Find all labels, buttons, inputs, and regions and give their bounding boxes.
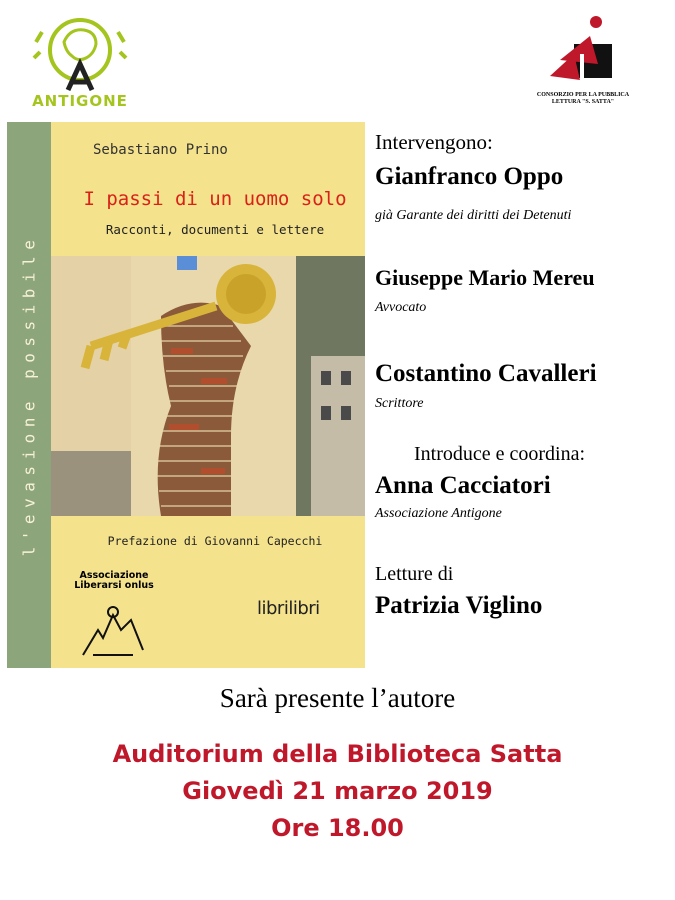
consorzio-logo-text: CONSORZIO PER LA PUBBLICA LETTURA "S. SATTA" [536,92,630,105]
event-venue: Auditorium della Biblioteca Satta [112,740,563,768]
association-drawing [73,600,153,660]
speaker-role: Scrittore [375,396,424,411]
reader-name: Patrizia Viglino [375,592,543,619]
speaker-role: già Garante dei diritti dei Detenuti [375,208,572,223]
speaker-name: Gianfranco Oppo [375,163,564,190]
book-author: Sebastiano Prino [93,142,228,158]
book-association: Associazione Liberarsi onlus [74,570,154,591]
book-title: I passi di un uomo solo [83,188,347,210]
book-spine-text: l'evasione possibile [19,233,39,557]
moderator-name: Anna Cacciatori [375,472,551,499]
book-spine [7,122,51,668]
book-subtitle: Racconti, documenti e lettere [105,222,325,237]
book-cover-artwork [51,256,365,516]
speaker-name: Costantino Cavalleri [375,360,597,387]
event-date: Giovedì 21 marzo 2019 [182,777,493,805]
book-publisher: librilibri [257,598,320,619]
moderator-label: Introduce e coordina: [414,443,586,465]
speaker-name: Giuseppe Mario Mereu [375,265,595,290]
speakers-label: Intervengono: [375,130,493,154]
antigone-logo-text: ANTIGONE [32,92,128,110]
event-time: Ore 18.00 [271,814,404,842]
book-cover [7,122,365,668]
moderator-role: Associazione Antigone [375,506,502,521]
readings-label: Letture di [375,563,454,585]
author-present-note: Sarà presente l’autore [219,683,456,713]
speaker-role: Avvocato [375,300,427,315]
consorzio-logo [540,14,620,94]
book-preface: Prefazione di Giovanni Capecchi [107,534,323,548]
